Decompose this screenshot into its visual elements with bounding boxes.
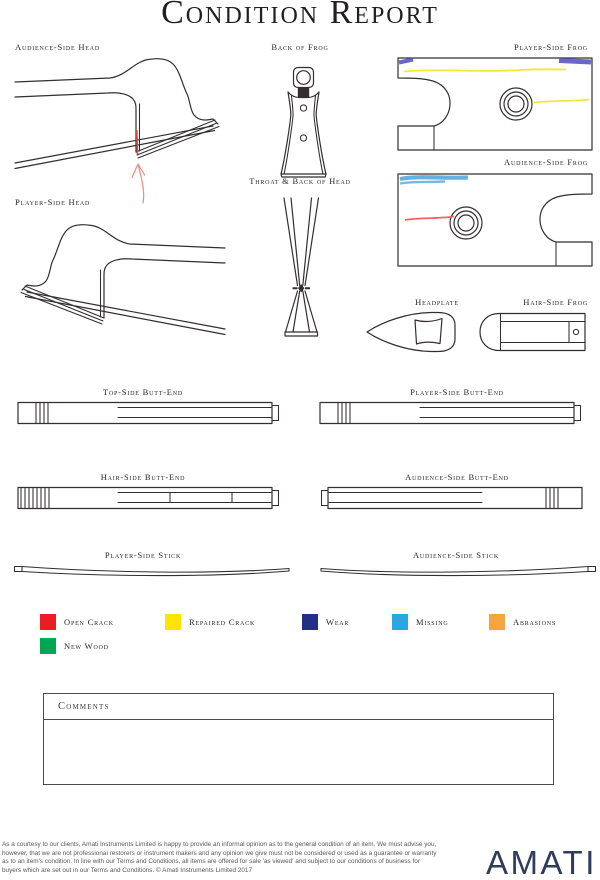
throat-back-of-head-diagram: [278, 195, 328, 340]
open-crack-mark: [137, 130, 138, 154]
legend-item-repaired-crack: [165, 614, 255, 630]
wear-mark: [559, 61, 591, 63]
annotation-arrow: [132, 164, 145, 203]
legend-swatch-new-wood: [40, 638, 56, 654]
legend-label: Wear: [326, 617, 350, 627]
hair-side-butt-end-diagram: [16, 483, 282, 513]
label-player-side-head: Player-Side Head: [15, 197, 91, 207]
audience-side-butt-end-diagram: [318, 483, 584, 513]
label-hair-side-butt-end: Hair-Side Butt-End: [100, 472, 186, 482]
legend-item-abrasions: [489, 614, 556, 630]
comments-box: [43, 693, 554, 785]
label-audience-side-frog: Audience-Side Frog: [504, 157, 588, 167]
top-side-butt-end-diagram: [16, 398, 282, 428]
missing-mark: [400, 182, 445, 184]
legend-label: Repaired Crack: [189, 617, 256, 627]
legend-swatch-open-crack: [40, 614, 56, 630]
audience-side-stick-diagram: [318, 560, 598, 580]
legend-item-open-crack: [40, 614, 114, 630]
legend-item-wear: [302, 614, 349, 630]
hair-side-frog-diagram: [476, 311, 588, 353]
audience-side-head-diagram: [10, 52, 230, 207]
label-player-side-stick: Player-Side Stick: [104, 550, 182, 560]
open-crack-mark: [405, 217, 454, 221]
label-player-side-frog: Player-Side Frog: [513, 42, 588, 52]
label-player-side-butt-end: Player-Side Butt-End: [410, 387, 504, 397]
disclaimer-text: As a courtesy to our clients, Amati Instruments Limited is happy to provide an informal opinion as to the general condition of an item. We must advise you, however, that we are not professional restorers or instrument makers and any opinion we give must not be considered or used as a guarantee or warranty as to an item's condition. In line with our Terms and Conditions, all items are offered for sale 'as viewed' and subject to our conditions of business for buyers which are set out in our Terms and Conditions. © Amati Instruments Limited 2017: [2, 841, 437, 875]
wear-mark: [399, 60, 413, 63]
legend-swatch-abrasions: [489, 614, 505, 630]
legend-label: Abrasions: [513, 617, 557, 627]
label-headplate: Headplate: [415, 297, 459, 307]
screw-shaft: [298, 88, 309, 98]
label-audience-side-butt-end: Audience-Side Butt-End: [405, 472, 509, 482]
legend-swatch-missing: [392, 614, 408, 630]
player-side-head-diagram: [10, 218, 230, 338]
label-throat-back-of-head: Throat & Back of Head: [249, 176, 351, 186]
label-audience-side-stick: Audience-Side Stick: [412, 550, 500, 560]
repaired-crack-mark: [534, 100, 589, 103]
repaired-crack-mark: [404, 69, 566, 71]
legend-label: Open Crack: [64, 617, 114, 627]
amati-logo: AMATI: [486, 844, 597, 880]
legend-item-missing: [392, 614, 449, 630]
label-top-side-butt-end: Top-Side Butt-End: [102, 387, 184, 397]
label-hair-side-frog: Hair-Side Frog: [523, 297, 588, 307]
comments-field[interactable]: [44, 720, 553, 783]
label-back-of-frog: Back of Frog: [271, 42, 329, 52]
headplate-diagram: [365, 308, 460, 356]
page-title: Condition Report: [161, 0, 439, 31]
comments-title: Comments: [44, 694, 553, 720]
player-side-stick-diagram: [12, 560, 292, 580]
label-audience-side-head: Audience-Side Head: [15, 42, 101, 52]
back-of-frog-diagram: [276, 62, 331, 180]
player-side-frog-diagram: [396, 56, 594, 152]
audience-side-frog-diagram: [396, 172, 594, 268]
legend-label: New Wood: [64, 641, 109, 651]
player-side-butt-end-diagram: [318, 398, 584, 428]
waist-dot: [298, 284, 304, 292]
missing-mark: [400, 177, 468, 179]
legend-swatch-repaired-crack: [165, 614, 181, 630]
legend-label: Missing: [416, 617, 449, 627]
legend-swatch-wear: [302, 614, 318, 630]
legend-item-new-wood: [40, 638, 109, 654]
